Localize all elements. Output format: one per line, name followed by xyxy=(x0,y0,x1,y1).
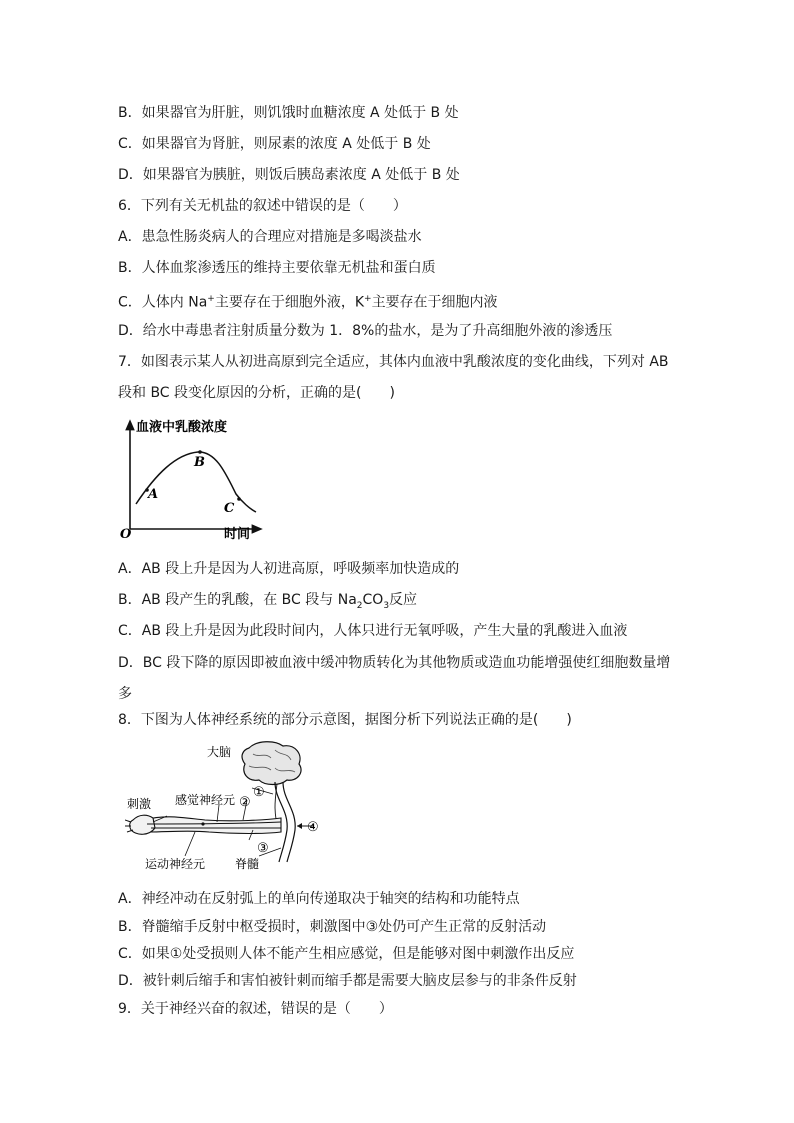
q5-option-b: B．如果器官为肝脏，则饥饿时血糖浓度 A 处低于 B 处 xyxy=(118,105,459,121)
q7-b-sub2: 3 xyxy=(383,600,390,611)
q6-option-d: D．给水中毒患者注射质量分数为 1．8%的盐水，是为了升高细胞外液的渗透压 xyxy=(118,323,613,339)
sensory-neuron-label: 感觉神经元 xyxy=(175,793,236,807)
q9-stem: 9．关于神经兴奋的叙述，错误的是（ ） xyxy=(118,1001,393,1017)
q6-c-sup2: + xyxy=(364,294,372,304)
marker-3: ③ xyxy=(257,841,269,856)
q6-c-pre: C．人体内 Na xyxy=(118,294,208,311)
x-axis-label: 时间 xyxy=(224,527,251,542)
stimulus-label: 刺激 xyxy=(127,797,152,811)
y-axis-label: 血液中乳酸浓度 xyxy=(136,420,228,435)
q7-option-d-line1: D．BC 段下降的原因即被血液中缓冲物质转化为其他物质或造血功能增强使红细胞数量增 xyxy=(118,655,671,671)
point-b-dot xyxy=(198,450,202,454)
marker-4: ④ xyxy=(307,820,319,835)
q6-option-c xyxy=(118,290,498,312)
spinal-cord-label: 脊髓 xyxy=(235,857,260,871)
q8-option-a: A．神经冲动在反射弧上的单向传递取决于轴突的结构和功能特点 xyxy=(118,891,520,907)
q7-option-d-line2: 多 xyxy=(118,686,132,702)
sensory-label-leader xyxy=(217,805,219,822)
point-c-label: C xyxy=(224,501,235,516)
q7-option-c: C．AB 段上升是因为此段时间内，人体只进行无氧呼吸，产生大量的乳酸进入血液 xyxy=(118,623,628,639)
point-a-label: A xyxy=(148,487,159,502)
point-c-dot xyxy=(237,497,241,501)
q6-option-b: B．人体血浆渗透压的维持主要依靠无机盐和蛋白质 xyxy=(118,260,436,276)
q7-option-a: A．AB 段上升是因为人初进高原，呼吸频率加快造成的 xyxy=(118,561,460,577)
motor-neuron-label: 运动神经元 xyxy=(145,857,206,871)
arrow-4-head xyxy=(297,823,302,829)
q7-b-sub1: 2 xyxy=(356,600,363,611)
sensory-neuron-cell-body xyxy=(201,822,204,825)
q8-option-d: D．被针刺后缩手和害怕被针刺而缩手都是需要大脑皮层参与的非条件反射 xyxy=(118,973,577,989)
lactate-curve-figure xyxy=(116,414,276,544)
q6-option-a: A．患急性肠炎病人的合理应对措施是多喝淡盐水 xyxy=(118,229,422,245)
point-b-label: B xyxy=(194,455,205,470)
q7-b-pre: B．AB 段产生的乳酸，在 BC 段与 Na xyxy=(118,592,357,608)
q7-option-b xyxy=(118,591,417,615)
hand-drawing xyxy=(130,815,155,834)
spinal-cord-outline-right xyxy=(283,782,295,862)
brain-drawing xyxy=(242,742,301,785)
motor-label-leader xyxy=(185,832,195,856)
q8-stem: 8．下图为人体神经系统的部分示意图，据图分析下列说法正确的是( ) xyxy=(118,712,572,728)
q7-stem-2: 段和 BC 段变化原因的分析，正确的是( ) xyxy=(118,385,395,401)
marker-1: ① xyxy=(253,785,265,800)
q7-stem-1: 7．如图表示某人从初进高原到完全适应，其体内血液中乳酸浓度的变化曲线，下列对 AB xyxy=(118,354,669,370)
q6-c-sup1: + xyxy=(207,294,215,304)
nervous-system-figure xyxy=(125,740,335,875)
q8-option-b: B．脊髓缩手反射中枢受损时，刺激图中③处仍可产生正常的反射活动 xyxy=(118,919,547,935)
q6-stem: 6．下列有关无机盐的叙述中错误的是（ ） xyxy=(118,198,407,214)
brain-label: 大脑 xyxy=(207,745,232,759)
q5-option-c: C．如果器官为肾脏，则尿素的浓度 A 处低于 B 处 xyxy=(118,136,431,152)
q8-option-c: C．如果①处受损则人体不能产生相应感觉，但是能够对图中刺激作出反应 xyxy=(118,946,575,962)
origin-label: O xyxy=(120,527,132,542)
q5-option-d: D．如果器官为胰脏，则饭后胰岛素浓度 A 处低于 B 处 xyxy=(118,167,460,183)
q6-c-mid: 主要存在于细胞外液，K xyxy=(214,294,365,311)
marker-2: ② xyxy=(239,795,251,810)
q6-c-post: 主要存在于细胞内液 xyxy=(371,294,498,311)
q7-b-post: 反应 xyxy=(389,592,418,608)
q7-b-mid: CO xyxy=(362,592,384,608)
arm-drawing xyxy=(145,817,281,834)
